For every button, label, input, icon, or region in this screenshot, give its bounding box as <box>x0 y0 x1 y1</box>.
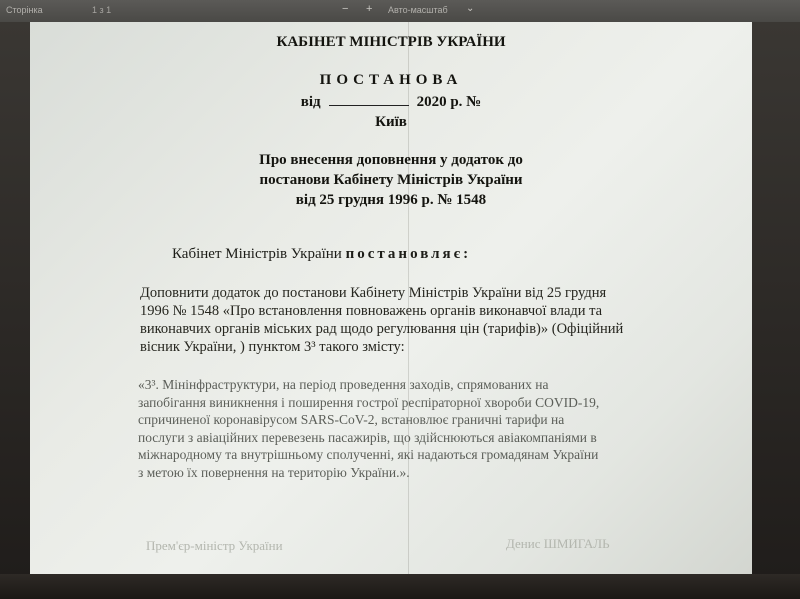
document-subject <box>30 150 752 210</box>
date-prefix: від <box>300 94 321 110</box>
body-line: вісник України, ) пунктом 3³ такого змісту: <box>140 339 405 355</box>
document-date-line <box>30 94 752 111</box>
document-page <box>30 22 752 574</box>
quote-line: «3³. Мінінфраструктури, на період проведення заходів, спрямованих на <box>138 377 549 392</box>
quote-line: з метою їх повернення на територію України.». <box>138 464 410 480</box>
document-type: ПОСТАНОВА <box>319 72 463 88</box>
quote-line: запобігання виникнення і поширення гострої респіраторної хвороби COVID-19, <box>138 394 600 410</box>
document-header: КАБІНЕТ МІНІСТРІВ УКРАЇНИ <box>276 34 506 50</box>
quoted-paragraph <box>138 376 713 481</box>
body-line: 1996 № 1548 «Про встановлення повноважень органів виконавчої влади та <box>140 303 603 319</box>
intro-verb: постановляє: <box>345 246 472 262</box>
zoom-in-button[interactable]: + <box>366 3 373 15</box>
date-blank <box>329 105 409 106</box>
subject-line: від 25 грудня 1996 р. № 1548 <box>295 192 487 208</box>
zoom-select[interactable]: Авто-масштаб <box>388 5 448 15</box>
quote-line: міжнародному та внутрішньому сполученні, які надаються громадянам України <box>138 447 599 462</box>
body-line: Доповнити додаток до постанови Кабінету Міністрів України від 25 грудня <box>140 285 607 301</box>
body-paragraph <box>140 284 705 356</box>
body-line: виконавчих органів міських рад щодо регулювання цін (тарифів)» (Офіційний <box>140 321 624 337</box>
monitor-bezel <box>0 574 800 599</box>
signature-title: Прем'єр-міністр України <box>146 538 283 553</box>
intro-paragraph <box>172 246 471 263</box>
subject-line: Про внесення доповнення у додаток до <box>259 152 523 168</box>
zoom-out-button[interactable]: − <box>342 3 349 15</box>
subject-line: постанови Кабінету Міністрів України <box>259 172 523 188</box>
page-number-field[interactable]: 1 з 1 <box>92 5 112 15</box>
document-city: Київ <box>375 114 407 130</box>
page-label: Сторінка <box>6 5 43 15</box>
signature-name: Денис ШМИГАЛЬ <box>506 536 610 551</box>
chevron-down-icon[interactable]: ⌄ <box>466 3 475 14</box>
quote-line: спричиненої коронавірусом SARS-CoV-2, встановлює граничні тарифи на <box>138 412 565 427</box>
intro-text: Кабінет Міністрів України <box>172 246 342 262</box>
quote-line: послуги з авіаційних перевезень пасажирів, що здійснюються авіакомпаніями в <box>138 429 597 445</box>
date-suffix: 2020 р. № <box>416 94 482 110</box>
pdf-viewer-toolbar <box>0 0 800 22</box>
